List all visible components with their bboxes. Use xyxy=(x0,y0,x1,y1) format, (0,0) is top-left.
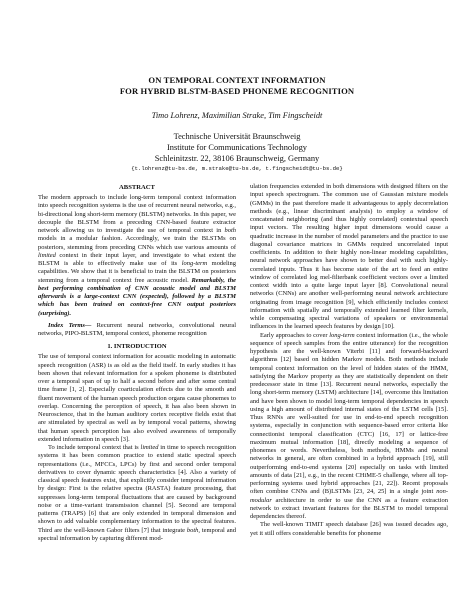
paper-title-line-2: FOR HYBRID BLSTM-BASED PHONEME RECOGNITION xyxy=(119,86,355,96)
intro-paragraph-2-continued: ulation frequencies extended in both dimensions with designed filters on the input speech spectrogram. The common use of Gaussian mixture models (GMMs) in the past therefore made it advantageous to apply decorrelation methods (e.g., linear discriminant analysis) to employ a window of concatenated neighboring (and thus highly correlated) contextual speech input vectors. The resulting higher input dimensions would cause a quadratic increase in the number of model parameters and the practice to use diagonal covariance matrices in GMMs required uncorrelated input coefficients. In addition to their highly non-linear modeling capabilities, neural network approaches have shown to better deal with such highly-correlated inputs. Thus it has become state of the art to feed an entire window of correlated log mel-filterbank coefficient vectors over a limited context width into a quite large input layer [8]. Convolutional neural networks (CNNs) are another well-performing neural network architecture originating from image recognition [9], which efficiently includes context information with spatially and temporally extended learned filter kernels, while compensating spectral variations of speakers or environmental influences in the learned speech features by design [10]. xyxy=(250,183,448,331)
author-list: Timo Lohrenz, Maximilian Strake, Tim Fingscheidt xyxy=(151,111,323,120)
affiliation-university: Technische Universität Braunschweig xyxy=(173,132,301,141)
introduction-heading: 1. INTRODUCTION xyxy=(107,343,167,351)
intro-paragraph-1: The use of temporal context information for acoustic modeling in automatic speech recognition (ASR) is as old as the field itself. In early studies it has been shown that relevant information for a spoken phoneme is distributed over a temporal span of up to half a second before and after some central time frame [1, 2]. Especially coarticulation effects due to the smooth and fluent movement of the human speech production organs cause phonemes to overlap. Concerning the perception of speech, it has also been shown in Neuroscience, that in the human auditory cortex receptive fields exist that are stimulated by spectral as well as by temporal vocal patterns, showing that human speech perception has also evolved awareness of temporally extended information in speech [3]. xyxy=(38,353,236,443)
paper-title-line-1: ON TEMPORAL CONTEXT INFORMATION xyxy=(148,75,326,85)
right-column xyxy=(250,183,448,538)
index-terms-label: Index Terms— xyxy=(48,321,92,329)
intro-paragraph-3: Early approaches to cover long-term context information (i.e., the whole sequence of speech samples from the entire utterance) for the recognition hypothesis are the well-known Viterbi [11] and forward-backward algorithms [12] based on hidden Markov models. Both methods include temporal context information on the level of hidden states of the HMM, satisfying the Markov property as they are statistically dependent on their predecessor state in time [13]. Recurrent neural networks, especially the long short-term memory (LSTM) architecture [14], overcome this limitation and have been shown to model long-term temporal dependencies in speech using a high amount of distributed internal states of the LSTM cells [15]. Thus RNNs are well-suited for use in end-to-end speech recognition systems, especially in conjunction with sequence-based error criteria like connectionist temporal classification (CTC) [16, 17] or lattice-free maximum mutual information [18], directly modeling a sequence of phonemes or words. Nevertheless, both methods, HMMs and neural networks in general, are often combined in a hybrid approach [19], still outperforming end-to-end systems [20] especially on tasks with limited amounts of data [21], e.g., in the recent CHiME-5 challenge, where all top-performing systems used hybrid approaches [21, 22]). Recent proposals often combine CNNs and (B)LSTMs [23, 24, 25] in a single joint non-modular architecture in order to use the CNN as a feature extraction network to extract invariant features for the BLSTM to model temporal dependencies thereof. xyxy=(250,331,448,520)
abstract-heading: ABSTRACT xyxy=(119,184,155,191)
left-column xyxy=(38,183,236,543)
abstract-text: The modern approach to include long-term temporal context information into speech recognition systems is the use of recurrent neural networks, e.g., bi-directional long short-term memory (BLSTM) networks. In this paper, we decouple the BLSTM from a preceding CNN-based feature extractor network allowing us to investigate the use of temporal context in both models in a modular fashion. Accordingly, we train the BLSTMs on posteriors, stemming from preceding CNNs which use various amounts of limited context in their input layer, and investigate to what extent the BLSTM is able to effectively make use of its long-term modeling capabilities. We show that it is beneficial to train the BLSTM on posteriors stemming from a temporal context free acoustic model. Remarkably, the best performing combination of CNN acoustic model and BLSTM afterwards is a large-context CNN (expected), followed by a BLSTM which has been trained on context-free CNN output posteriors (surprising). xyxy=(38,194,237,317)
author-emails: {t.lohrenz@tu-bs.de, m.strake@tu-bs.de, t.fingscheidt@tu-bs.de} xyxy=(131,165,343,172)
index-terms: Index Terms— Recurrent neural networks, convolutional neural networks, PIPO-BLSTM, temporal context, phoneme recognition xyxy=(38,321,236,337)
intro-paragraph-2: To include temporal context that is limited in time to speech recognition systems it has been common practice to extend static spectral speech representations (i.e., MFCCs, LPCs) by first and second order temporal derivatives to cover dynamic speech characteristics [4]. Also a variety of classical speech features exist, that explicitly consider temporal information by design: First is the relative spectra (RASTA) feature processing, that suppresses long-term temporal fluctuations that are caused by background noise or a time-variant transmission channel [5]. Second are temporal patterns (TRAPS) [6] that are only extended in temporal dimension and shown to add valuable complementary information to the spectral features. Third are the well-known Gabor filters [7] that integrate both, temporal and spectral information by capturing different mod- xyxy=(38,444,236,542)
intro-paragraph-4: The well-known TIMIT speech database [26] was issued decades ago, yet it still offers considerable benefits for phoneme xyxy=(250,521,448,537)
affiliation-address: Schleinitzstr. 22, 38106 Braunschweig, Germany xyxy=(154,154,320,163)
affiliation-institute: Institute for Communications Technology xyxy=(167,143,307,152)
